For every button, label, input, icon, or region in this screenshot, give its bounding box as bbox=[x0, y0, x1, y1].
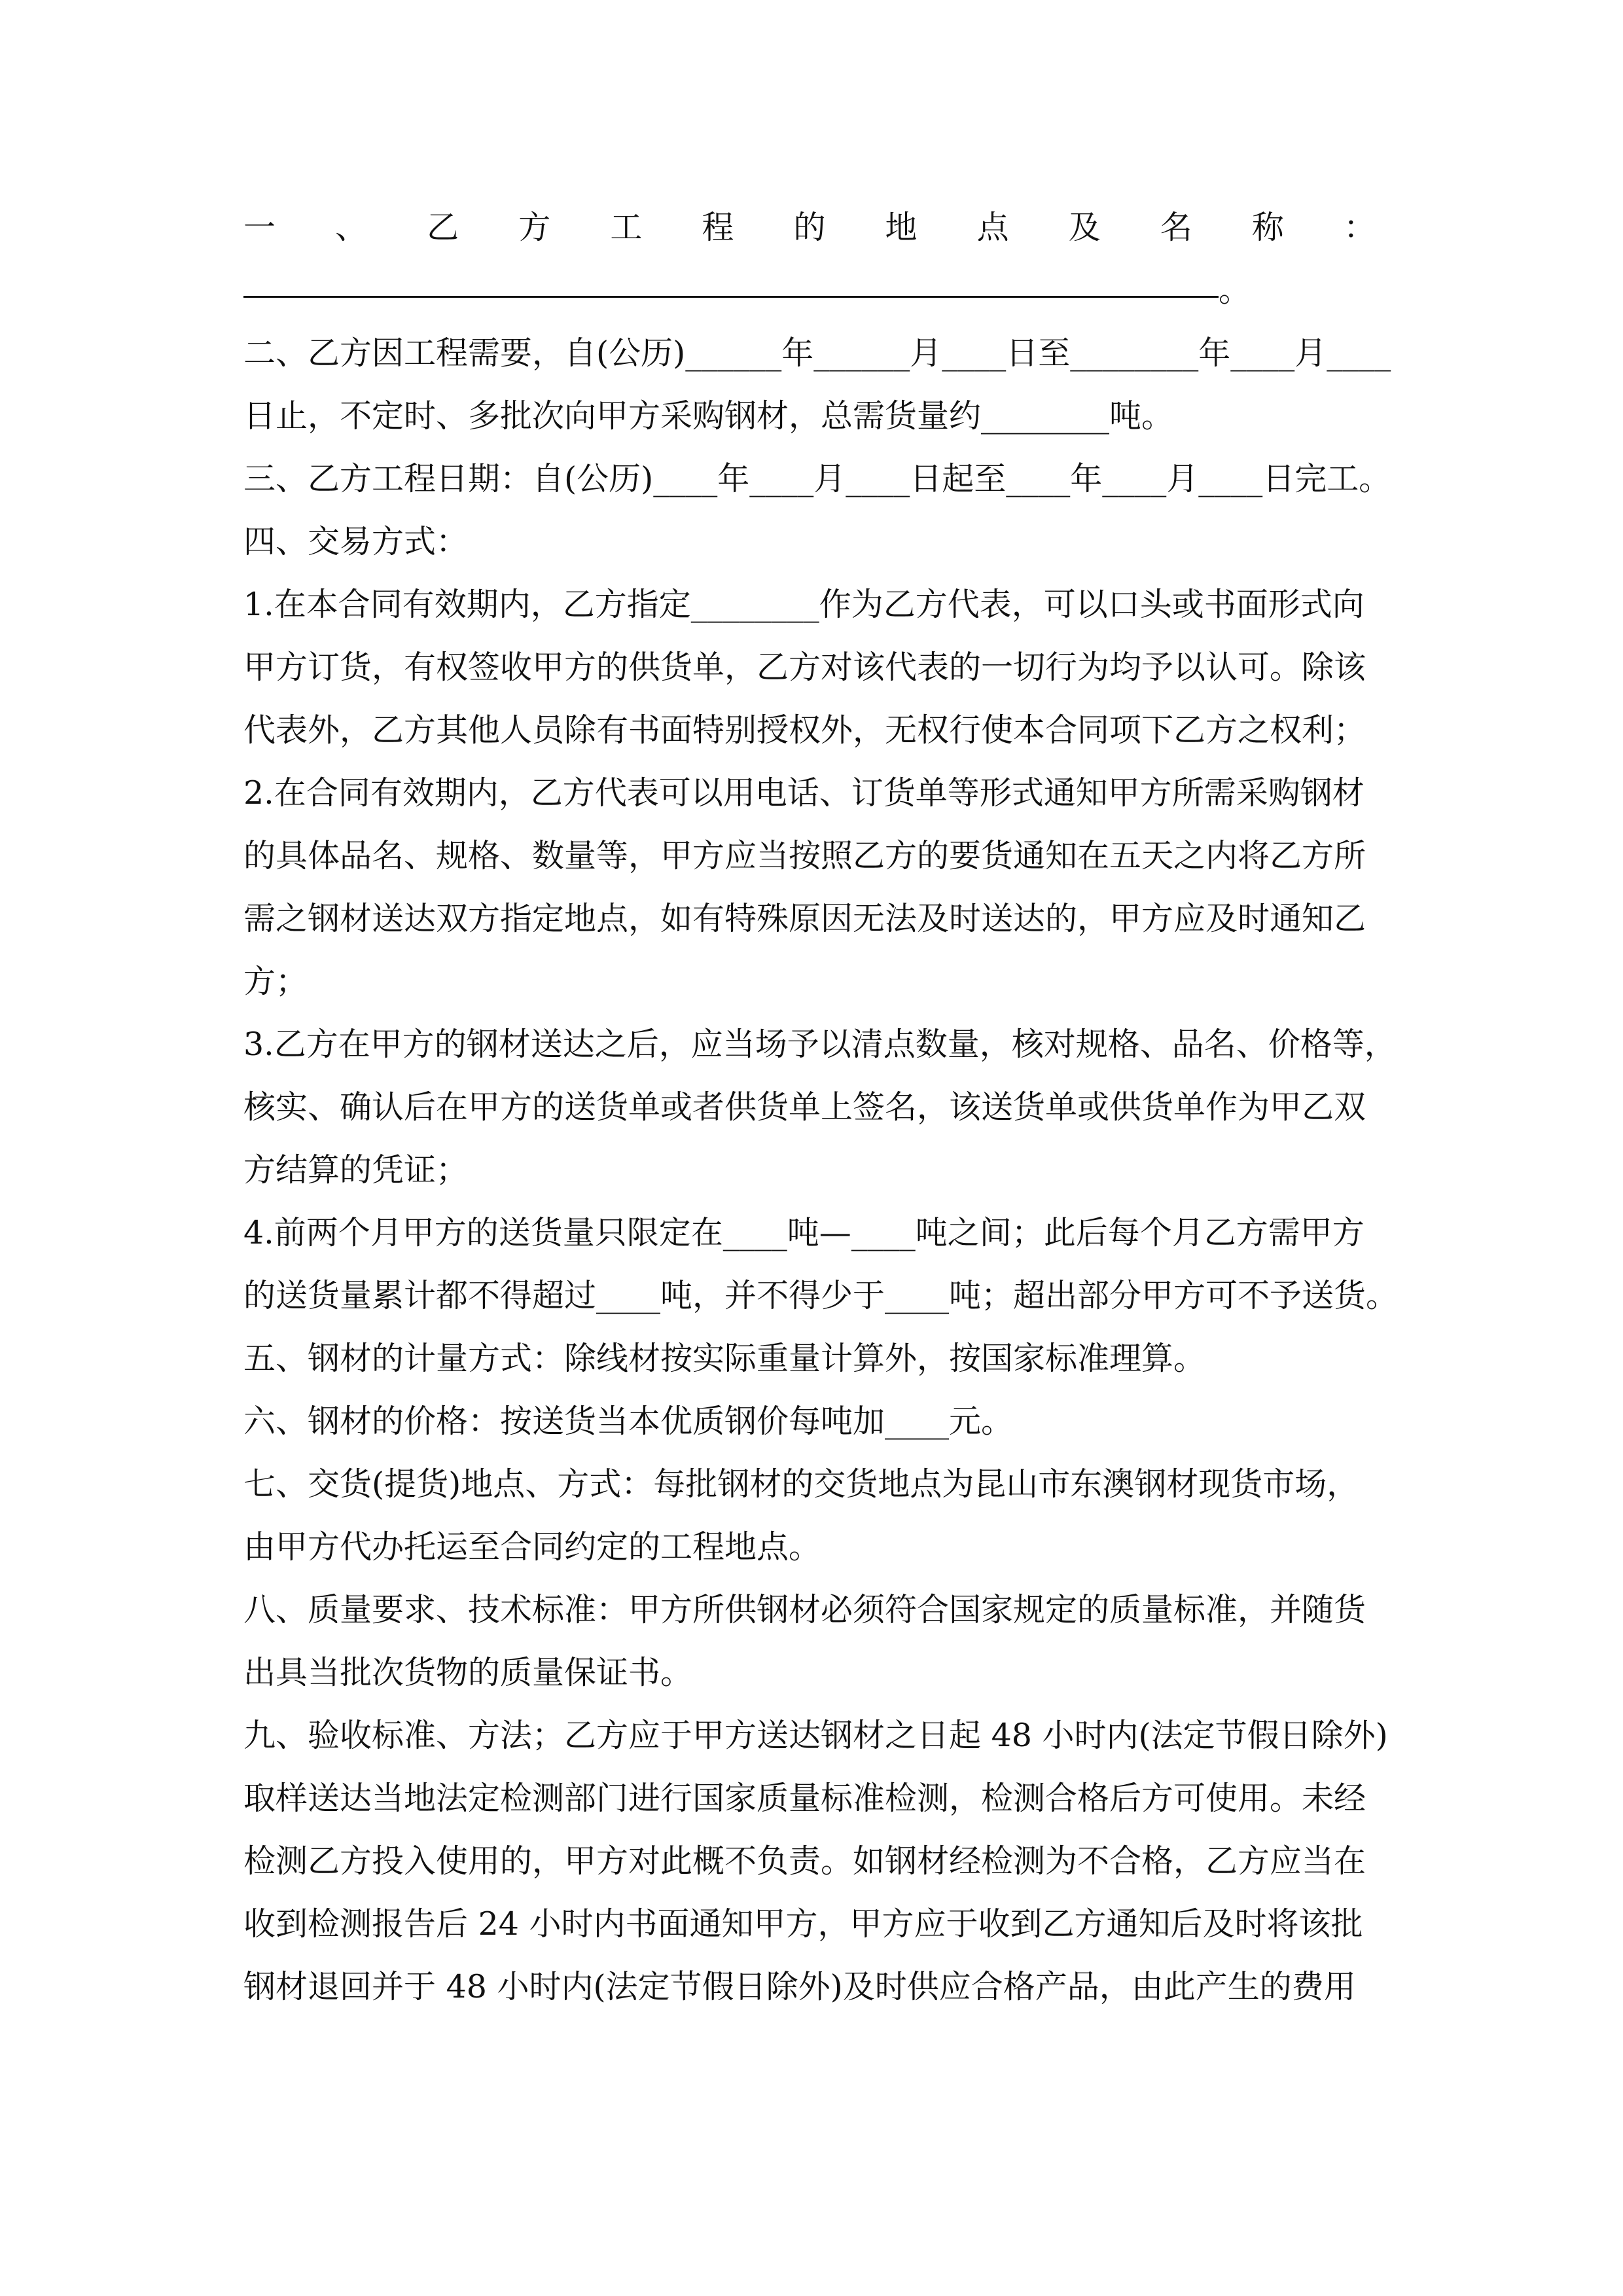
text-line: 八、质量要求、技术标准：甲方所供钢材必须符合国家规定的质量标准，并随货 bbox=[243, 1591, 1366, 1628]
text-line: 五、钢材的计量方式：除线材按实际重量计算外，按国家标准理算。 bbox=[243, 1340, 1206, 1377]
text-line: 二、乙方因工程需要，自(公历)______年______月____日至________年____月____ bbox=[243, 334, 1391, 372]
text-line: 甲方订货，有权签收甲方的供货单，乙方对该代表的一切行为均予以认可。除该 bbox=[243, 649, 1366, 686]
heading-char: 乙 bbox=[427, 209, 459, 246]
text-line: 的具体品名、规格、数量等，甲方应当按照乙方的要货通知在五天之内将乙方所 bbox=[243, 837, 1366, 874]
heading-char: 、 bbox=[335, 209, 368, 246]
text-line: 1.在本合同有效期内，乙方指定________作为乙方代表，可以口头或书面形式向 bbox=[243, 586, 1364, 623]
text-line: 代表外，乙方其他人员除有书面特别授权外，无权行使本合同项下乙方之权利； bbox=[243, 711, 1366, 749]
heading-end-mark: 。 bbox=[1219, 272, 1251, 309]
heading-char: 方 bbox=[518, 209, 551, 246]
text-line: 方； bbox=[243, 963, 308, 1000]
location-fill-blank bbox=[243, 259, 1219, 298]
text-line: 钢材退回并于 48 小时内(法定节假日除外)及时供应合格产品，由此产生的费用 bbox=[243, 1968, 1356, 2005]
text-line: 六、钢材的价格：按送货当本优质钢价每吨加____元。 bbox=[243, 1403, 1014, 1440]
text-line: 2.在合同有效期内，乙方代表可以用电话、订货单等形式通知甲方所需采购钢材 bbox=[243, 774, 1364, 812]
text-line: 4.前两个月甲方的送货量只限定在____吨—____吨之间；此后每个月乙方需甲方 bbox=[243, 1214, 1364, 1251]
text-line: 四、交易方式： bbox=[243, 523, 469, 560]
text-line: 收到检测报告后 24 小时内书面通知甲方，甲方应于收到乙方通知后及时将该批 bbox=[243, 1905, 1363, 1943]
heading-char: 的 bbox=[793, 209, 826, 246]
text-line: 九、验收标准、方法；乙方应于甲方送达钢材之日起 48 小时内(法定节假日除外) bbox=[243, 1717, 1388, 1754]
document-body bbox=[243, 196, 1399, 2018]
heading-char: 点 bbox=[976, 209, 1009, 246]
heading-char: 称 bbox=[1251, 209, 1284, 246]
text-line: 日止，不定时、多批次向甲方采购钢材，总需货量约________吨。 bbox=[243, 397, 1174, 435]
text-line: 方结算的凭证； bbox=[243, 1151, 469, 1189]
text-line: 需之钢材送达双方指定地点，如有特殊原因无法及时送达的，甲方应及时通知乙 bbox=[243, 900, 1366, 937]
heading-char: 及 bbox=[1068, 209, 1101, 246]
heading-char: 地 bbox=[885, 209, 918, 246]
text-line: 检测乙方投入使用的，甲方对此概不负责。如钢材经检测为不合格，乙方应当在 bbox=[243, 1842, 1366, 1880]
heading-char: 程 bbox=[702, 209, 734, 246]
heading-char: 名 bbox=[1160, 209, 1192, 246]
text-line: 由甲方代办托运至合同约定的工程地点。 bbox=[243, 1528, 821, 1566]
text-line: 的送货量累计都不得超过____吨，并不得少于____吨；超出部分甲方可不予送货。 bbox=[243, 1277, 1399, 1314]
section-1-heading bbox=[243, 196, 1376, 259]
heading-char: 一 bbox=[243, 209, 276, 246]
text-line: 出具当批次货物的质量保证书。 bbox=[243, 1654, 693, 1691]
text-line: 取样送达当地法定检测部门进行国家质量标准检测，检测合格后方可使用。未经 bbox=[243, 1780, 1366, 1817]
text-line: 七、交货(提货)地点、方式：每批钢材的交货地点为昆山市东澳钢材现货市场， bbox=[243, 1465, 1359, 1503]
heading-char: ： bbox=[1343, 209, 1376, 246]
location-blank-line bbox=[243, 259, 1395, 322]
heading-char: 工 bbox=[610, 209, 643, 246]
text-line: 3.乙方在甲方的钢材送达之后，应当场予以清点数量，核对规格、品名、价格等， bbox=[243, 1026, 1397, 1063]
text-line: 核实、确认后在甲方的送货单或者供货单上签名，该送货单或供货单作为甲乙双 bbox=[243, 1088, 1366, 1126]
text-line: 三、乙方工程日期：自(公历)____年____月____日起至____年____月____日完工。 bbox=[243, 460, 1391, 497]
